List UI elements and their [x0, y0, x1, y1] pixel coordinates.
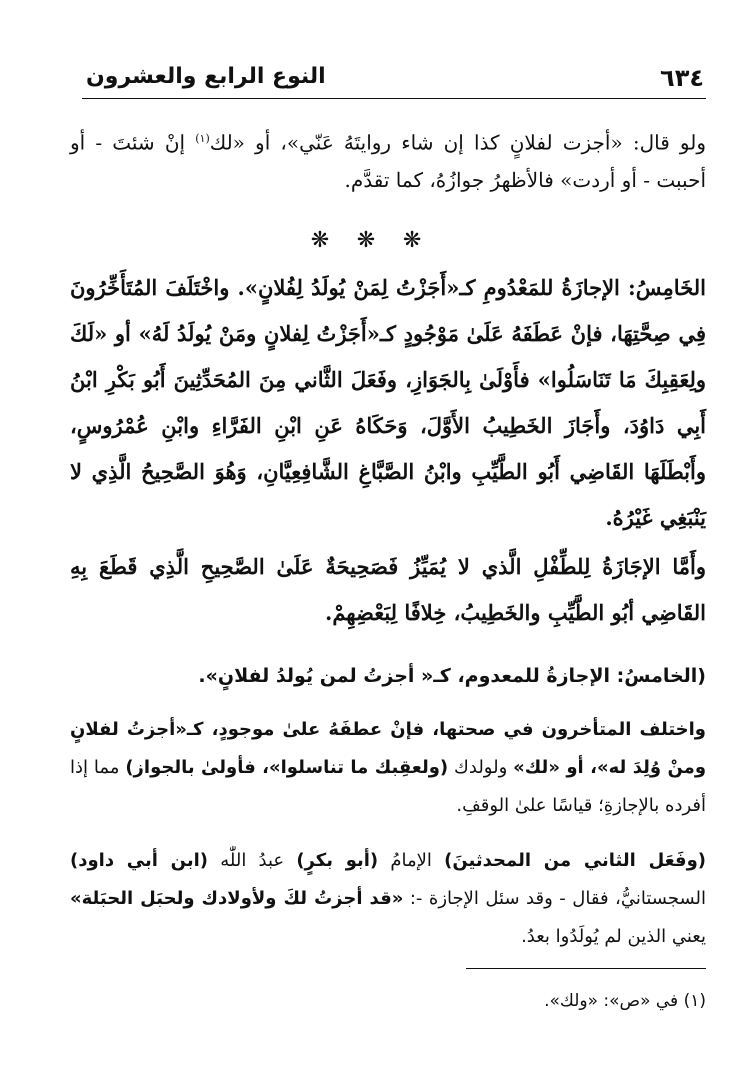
commentary-text: ولولدك — [448, 757, 514, 778]
commentary-quote: واختلف المتأخرون في صحتها، فإنْ عطفَهُ علىٰ موجودٍ، كـ«أجزتُ لفلانٍ ومنْ وُلِدَ له»، أو «لك» — [70, 719, 707, 778]
commentary-quote: (ابن أبي داود) — [70, 850, 209, 871]
page-header — [82, 58, 706, 99]
matn-paragraph-1: الخَامِسُ: الإجازَةُ للمَعْدُومِ كـ«أَجَزْتُ لِمَنْ يُولَدُ لِفُلانٍ». واخْتَلَفَ المُتَأَخِّرُونَ فِي صِحَّتِهَا، فإنْ عَطَفَهُ عَلَىٰ مَوْجُودٍ كـ«أَجَزْتُ لِفلانٍ ومَنْ يُولَدُ لَهُ» أو «لَكَ ولِعَقِبِكَ مَا تَنَاسَلُوا» فأَوْلَىٰ بِالجَوَازِ، وفَعَلَ الثَّاني مِنَ المُحَدِّثِينَ أَبُو بَكْرِ ابْنُ أَبِي دَاوُدَ، وأَجَازَ الخَطِيبُ الأَوَّلَ، وَحَكَاهُ عَنِ ابْنِ الفَرَّاءِ وابْنِ عُمْرُوسٍ، وأَبْطَلَهَا القَاضِي أَبُو الطَّيِّبِ وابْنُ الصَّبَّاغِ الشَّافِعِيَّانِ، وَهُوَ الصَّحِيحُ الَّذِي لا يَنْبَغِي غَيْرُهُ. — [70, 275, 706, 530]
commentary-quote: «قد أجزتُ لكَ ولأولادك ولحبَل الحبَلة» — [70, 888, 404, 909]
intro-text-2: إنْ شئتَ - أو أحببت - أو أردت» فالأظهرُ جوازُهُ، كما تقدَّم. — [70, 130, 706, 192]
commentary-paragraph-1 — [70, 711, 706, 825]
commentary-text: مما إذا أفرده بالإجازةِ؛ قياسًا علىٰ الوقفِ. — [70, 757, 706, 816]
commentary-text: الإمامُ — [378, 850, 445, 871]
commentary-quote: (أبو بكرٍ) — [296, 850, 379, 871]
section-divider: ❋ ❋ ❋ — [310, 228, 432, 253]
footnote-separator — [466, 968, 706, 969]
commentary-text: يعني الذين لم يُولَدُوا بعدُ. — [521, 926, 706, 947]
intro-paragraph — [70, 120, 706, 199]
commentary-text: السجستانيُّ، فقال - وقد سئل الإجازة -: — [403, 888, 707, 909]
page-number: ٦٣٤ — [660, 64, 704, 92]
commentary-quote: (ولعقِبك ما تناسلوا»، فأولىٰ بالجواز) — [125, 757, 449, 778]
commentary-heading: (الخامسُ: الإجازةُ للمعدوم، كـ« أجزتُ لمن يُولدُ لفلانٍ». — [198, 665, 706, 687]
intro-text-1: ولو قال: «أجزت لفلانٍ كذا إن شاء روايتَهُ عَنّي»، أو «لك — [209, 130, 707, 155]
footnote-marker: (١) — [195, 132, 210, 145]
commentary-paragraph-2 — [70, 842, 706, 956]
matn-paragraph-2: وأَمَّا الإجَازَةُ لِلطِّفْلِ الَّذي لا يُمَيِّزُ فَصَحِيحَةٌ عَلَىٰ الصَّحِيحِ الَّذِي قَطَعَ بِهِ القَاضِي أبُو الطَّيِّبِ والخَطِيبُ، خِلافًا لِبَعْضِهِمْ. — [70, 554, 706, 625]
footnote: (١) في «ص»: «ولك». — [544, 991, 706, 1011]
commentary-text: عبدُ اللّٰه — [208, 850, 297, 871]
commentary-quote: (وفَعَل الثاني من المحدثينَ) — [444, 850, 706, 871]
running-title: النوع الرابع والعشرون — [86, 64, 326, 89]
